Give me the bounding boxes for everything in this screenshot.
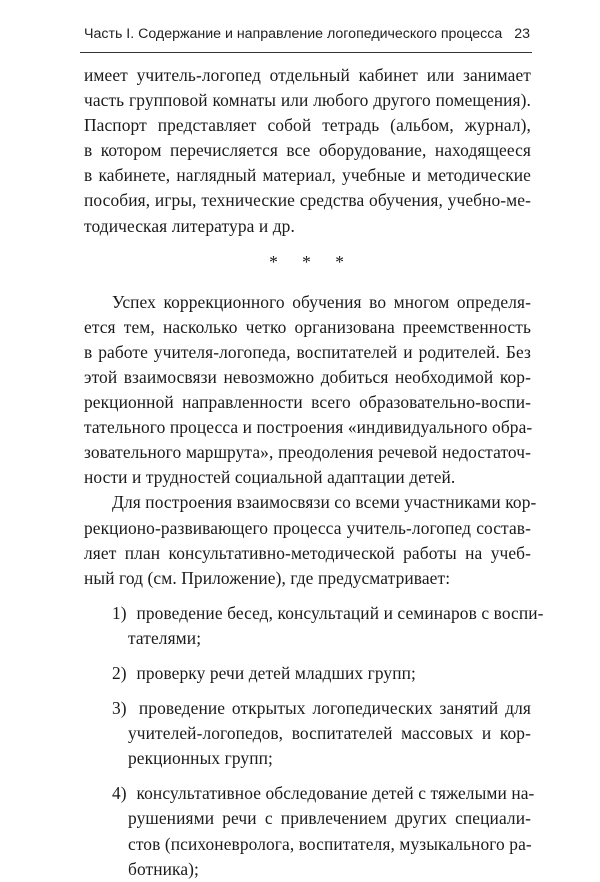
spacer [84,771,531,781]
text-line: этой взаимосвязи невозможно добиться необходимой кор- [84,366,531,387]
list-text: проведение открытых логопедических занятий для [138,698,532,719]
list-text: консультативное обследование детей с тяжелыми на- [136,783,535,804]
list-number: 1) [112,602,127,623]
text-line: в котором перечисляется все оборудование, находящееся [84,140,531,161]
list-line [84,661,531,686]
paragraph-3 [84,490,537,590]
text-line: тательного процесса и построения «индивидуального обра- [84,417,533,438]
list-item-2 [84,661,531,686]
spacer [84,686,531,696]
list-line: учителей-логопедов, воспитателей массовых и кор- [128,723,531,744]
text-line: Для построения взаимосвязи со всеми участниками кор- [112,492,537,513]
spacer [84,591,531,601]
text-line: ности и трудностей социальной адаптации детей. [84,467,456,488]
paragraph-2 [84,290,531,491]
list-line: рушениями речи с привлечением других специали- [128,808,531,829]
list-line: тателями; [128,627,202,648]
header-rule [80,52,532,53]
list-line [84,781,535,806]
list-line: ботника); [128,858,199,879]
list-item-1 [84,601,544,651]
list-number: 2) [112,662,127,683]
text-line: ется тем, насколько четко организована преемственность [84,316,531,337]
list-text: проверку речи детей младших групп; [136,662,416,683]
text-line: часть групповой комнаты или любого другого помещения). [84,90,531,111]
text-line: ный год (см. Приложение), где предусматривает: [84,567,451,588]
list-number: 3) [112,698,127,719]
text-line: ляет план консультативно-методической работы на учеб- [84,542,531,563]
list-item-3 [84,696,531,771]
text-line: рекционной направленности всего образовательно-воспи- [84,392,531,413]
list-text: проведение бесед, консультаций и семинаров с воспи- [136,602,544,623]
list-line [84,601,544,626]
text-line: зовательного маршрута», преодоления речевой недостаточ- [84,442,531,463]
text-line: Успех коррекционного обучения во многом определя- [112,291,531,312]
list-number: 4) [112,783,127,804]
page-body [84,63,544,882]
text-line: Паспорт представляет собой тетрадь (альбом, журнал), [84,115,531,136]
list-item-4 [84,781,535,881]
page-header [84,26,530,42]
section-separator: * * * [269,251,354,272]
text-line: в работе учителя-логопеда, воспитателей и родителей. Без [84,341,531,362]
running-title: Часть I. Содержание и направление логопедического процесса [84,26,503,42]
list-line [84,696,531,721]
text-line: пособия, игры, технические средства обучения, учебно-ме- [84,190,531,211]
text-line: тодическая литература и др. [84,215,295,236]
page-number: 23 [514,26,530,42]
list-line: стов (психоневролога, воспитателя, музыкального ра- [128,833,532,854]
spacer [84,651,531,661]
text-line: имеет учитель-логопед отдельный кабинет или занимает [84,65,531,85]
text-line: рекционо-развивающего процесса учитель-логопед состав- [84,517,531,538]
list-line: рекционных групп; [128,748,273,769]
text-line: в кабинете, наглядный материал, учебные и методические [84,165,531,186]
paragraph-1 [84,63,531,239]
